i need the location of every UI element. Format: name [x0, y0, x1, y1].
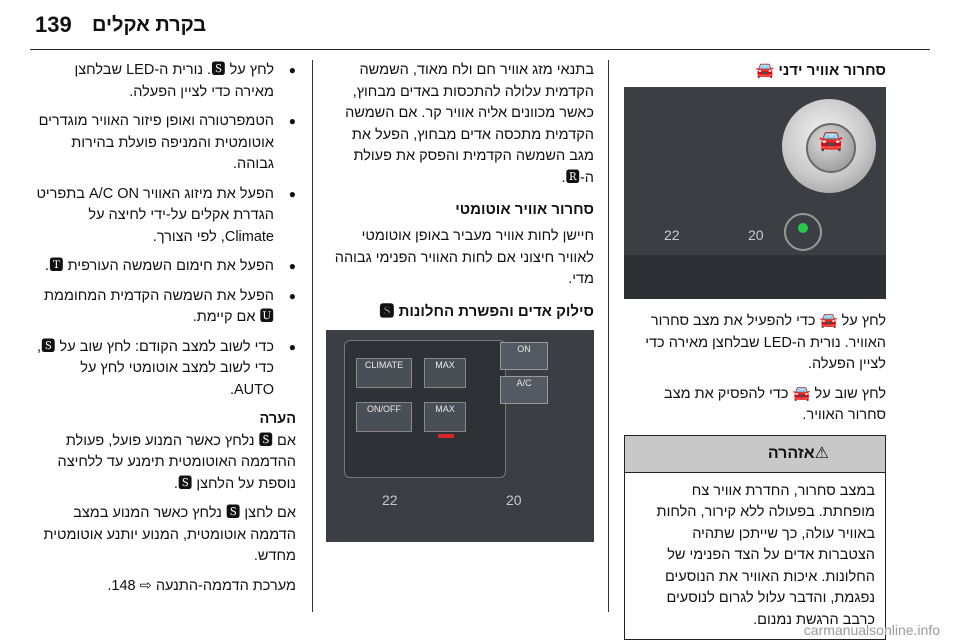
page-header — [30, 10, 930, 50]
temp-display-right: 20 — [748, 227, 764, 243]
manual-recirculation-heading: סחרור אוויר ידני 🚘 — [755, 62, 886, 79]
header-divider — [30, 49, 930, 50]
rear-defrost-button: MAX — [424, 402, 466, 432]
list-item: ● הפעל את מיזוג האוויר A/C ON בתפריט הגדרת אקלים על-ידי לחיצה על Climate, לפי הצורך. — [36, 184, 296, 249]
on-button: ON — [500, 342, 548, 370]
climate-panel-photo — [326, 330, 594, 542]
auto-recirculation-heading: סחרור אוויר אוטומטי — [455, 201, 594, 218]
defog-steps-list — [36, 60, 296, 401]
ac-button: A/C — [500, 376, 548, 404]
paragraph: חיישן לחות אוויר מעביר באופן אוטומטי לאוויר חיצוני אם לחות האוויר הפנימי גבוהה מדי. — [334, 228, 594, 287]
onoff-button: ON/OFF — [356, 402, 412, 432]
climate-button: CLIMATE — [356, 358, 412, 388]
temp-display-left: 22 — [664, 227, 680, 243]
car-recirculation-icon: 🚘 — [818, 130, 844, 152]
temp-display-left: 22 — [382, 491, 398, 508]
list-item: ● כדי לשוב למצב הקודם: לחץ שוב על 🆂, כדי לשוב למצב אוטומטי לחץ על AUTO. — [36, 337, 296, 402]
list-item: ● הפעל את השמשה הקדמית המחוממת 🆄 אם קיימת. — [36, 286, 296, 329]
section-title: בקרת אקלים — [92, 14, 207, 36]
paragraph: בתנאי מזג אוויר חם ולח מאוד, השמשה הקדמית עלולה להתכסות באדים מבחוץ, כאשר מכוונים אליה אוויר קר. אם השמשה הקדמית מתכסה אדים מבחוץ, הפעל את מגב השמשה הקדמית והפסק את פעולת ה-🆁. — [345, 62, 594, 186]
warning-text: במצב סחרור, החדרת אוויר צח מופחתת. בפעולה ללא קירור, הלחות באוויר עולה, כך שייתכן שתהיה הצטברות אדים על הצד הפנימי של החלונות. איכות האוויר את הנוסעים נפגמת, והדבר עלול לגרום לנוסעים כרבב הרגשת נמנום. — [656, 482, 875, 628]
led-indicator — [798, 223, 808, 233]
defog-heading: סילוק אדים והפשרת החלונות 🆂 — [379, 302, 594, 320]
paragraph: לחץ שוב על 🚘 כדי להפסיק את מצב סחרור האוויר. — [664, 385, 886, 423]
column-divider — [608, 60, 609, 612]
watermark: carmanualsonline.info — [803, 622, 940, 638]
recirculation-knob-photo — [624, 87, 886, 299]
note-paragraph: אם לחצן 🆂 נלחץ כאשר המנוע במצב הדממה אוטומטית, המנוע יותנע אוטומטית מחדש. — [43, 505, 296, 564]
left-column — [36, 60, 296, 605]
dashboard-band — [624, 255, 886, 299]
paragraph: לחץ על 🚘 כדי להפעיל את מצב סחרור האוויר. נורית ה-LED שבלחצן מאירה כדי לציין הפעלה. — [645, 313, 886, 372]
middle-column — [326, 60, 594, 542]
max-defrost-button: MAX — [424, 358, 466, 388]
note-heading: הערה — [259, 411, 296, 427]
list-item: ● לחץ על 🆂. נורית ה-LED שבלחצן מאירה כדי לציין הפעלה. — [36, 60, 296, 103]
red-indicator — [438, 434, 454, 438]
right-column — [624, 60, 886, 640]
column-divider — [312, 60, 313, 612]
page-number: 139 — [35, 12, 72, 37]
cross-reference: מערכת הדממה-התנעה ⇨ 148. — [107, 577, 296, 594]
list-item: ● הטמפרטורה ואופן פיזור האוויר מוגדרים אוטומטית והמניפה פועלת בהירות גבוהה. — [36, 111, 296, 176]
warning-title: ⚠אזהרה — [625, 436, 885, 473]
note-paragraph: אם 🆂 נלחץ כאשר המנוע פועל, פעולת ההדממה האוטומטית תימנע עד ללחיצה נוספת על הלחצן 🆂. — [57, 432, 296, 492]
warning-box — [624, 435, 886, 641]
temp-display-right: 20 — [506, 491, 522, 508]
list-item: ● הפעל את חימום השמשה העורפית 🆃. — [36, 256, 296, 278]
